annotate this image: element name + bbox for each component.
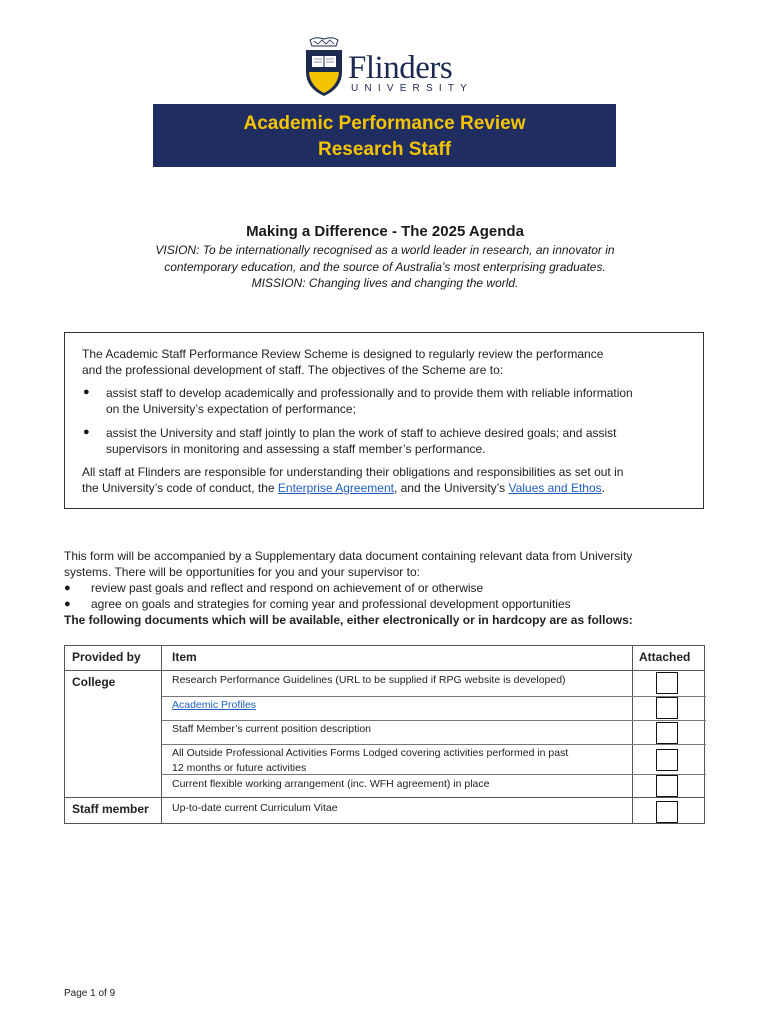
objective-2-line-1: assist the University and staff jointly to plan the work of staff to achieve desired goals; and assist [106,426,617,440]
page-number: Page 1 of 9 [64,988,116,999]
form-bullet-1: review past goals and reflect and respond on achievement of or otherwise [91,581,484,595]
form-bullet-2: agree on goals and strategies for coming year and professional development opportunities [91,597,571,611]
closing-text-mid: , and the University’s [393,481,509,495]
logo-subtitle: UNIVERSITY [351,83,474,94]
attached-checkbox[interactable] [656,749,678,771]
banner-subtitle: Research Staff [317,139,452,160]
objective-1-line-1: assist staff to develop academically and professionally and to provide them with reliable information [106,386,633,400]
documents-table [64,645,705,824]
closing-text-pre: the University’s code of conduct, the [82,481,278,495]
bullet-icon: ● [64,598,71,610]
table-row [172,698,256,713]
scheme-objectives-box [64,332,704,509]
agenda-heading: Making a Difference - The 2025 Agenda [246,223,524,240]
bullet-icon: ● [64,582,71,594]
closing-text-end: . [601,481,605,495]
scheme-intro-line-2: and the professional development of staff. The objectives of the Scheme are to: [82,363,504,377]
flinders-logo [302,36,472,98]
attached-checkbox[interactable] [656,697,678,719]
closing-line-2 [82,480,605,497]
bullet-icon: ● [83,426,90,438]
academic-profiles-link[interactable]: Academic Profiles [172,699,257,711]
enterprise-agreement-link[interactable]: Enterprise Agreement [277,481,394,495]
title-banner [153,104,616,167]
header-attached: Attached [639,650,691,664]
logo-wordmark: Flinders [348,50,453,86]
table-row: All Outside Professional Activities Forms Lodged covering activities performed in past [172,747,569,759]
attached-checkbox[interactable] [656,722,678,744]
table-row: 12 months or future activities [172,762,307,774]
banner-title: Academic Performance Review [243,113,526,134]
attached-checkbox[interactable] [656,775,678,797]
form-info-line-2: systems. There will be opportunities for you and your supervisor to: [64,565,420,579]
scheme-intro-line-1: The Academic Staff Performance Review Scheme is designed to regularly review the performance [82,347,604,361]
table-row: Staff Member’s current position description [172,723,372,735]
provider-college: College [72,675,116,689]
vision-line-1: VISION: To be internationally recognised as a world leader in research, an innovator in [155,243,615,257]
header-provided-by: Provided by [72,650,141,664]
table-row: Up-to-date current Curriculum Vitae [172,802,338,814]
header-item: Item [172,650,197,664]
attached-checkbox[interactable] [656,672,678,694]
closing-line-1: All staff at Flinders are responsible for understanding their obligations and responsibilities as set out in [82,465,624,479]
objective-1-line-2: on the University’s expectation of performance; [106,402,356,416]
objective-2-line-2: supervisors in monitoring and assessing a staff member’s performance. [106,442,486,456]
vision-line-2: contemporary education, and the source of Australia’s most enterprising graduates. [164,260,606,274]
provider-staff-member: Staff member [72,802,149,816]
crest-icon [302,36,346,98]
bullet-icon: ● [83,386,90,398]
mission-statement: MISSION: Changing lives and changing the world. [251,276,519,290]
table-row: Current flexible working arrangement (inc. WFH agreement) in place [172,778,490,790]
attached-checkbox[interactable] [656,801,678,823]
values-and-ethos-link[interactable]: Values and Ethos [508,481,602,495]
table-row: Research Performance Guidelines (URL to be supplied if RPG website is developed) [172,674,566,686]
documents-heading: The following documents which will be available, either electronically or in hardcopy are as follows: [64,613,633,627]
form-info-line-1: This form will be accompanied by a Supplementary data document containing relevant data from University [64,549,633,563]
